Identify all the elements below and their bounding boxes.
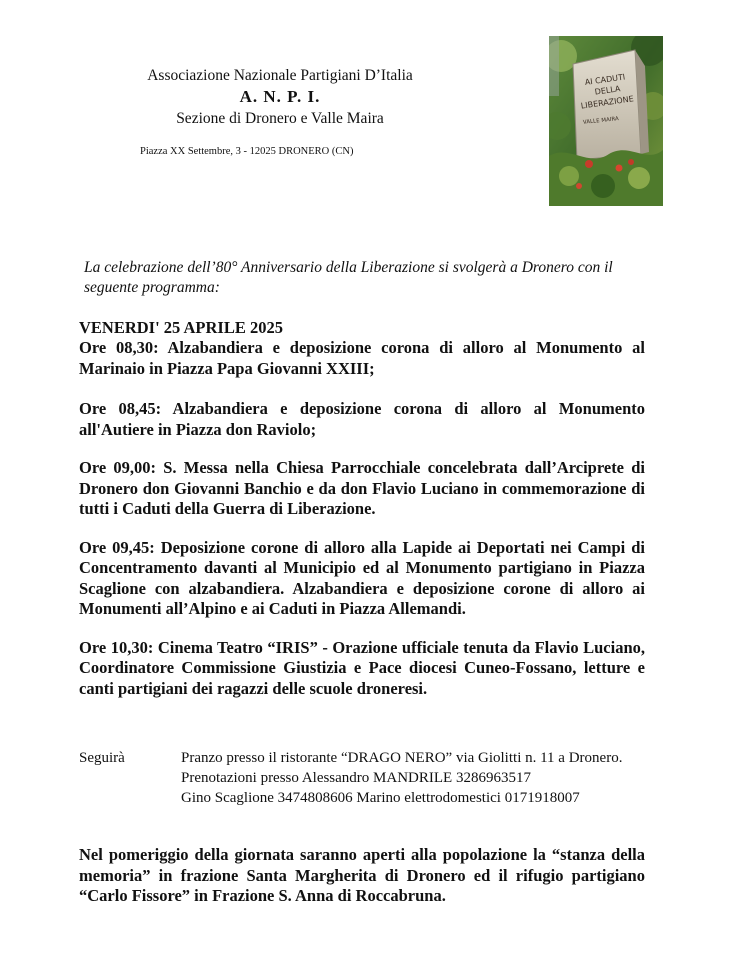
letterhead xyxy=(100,66,460,130)
lunch-contacts: Gino Scaglione 3474808606 Marino elettrodomestici 0171918007 xyxy=(181,790,580,806)
program-item: Ore 10,30: Cinema Teatro “IRIS” - Orazione ufficiale tenuta da Flavio Luciano, Coordinatore Commissione Giustizia e Pace diocesi Cuneo-Fossano, letture e canti partigiani dei ragazzi delle scuole droneresi. xyxy=(79,637,645,698)
memorial-photo xyxy=(549,36,663,206)
closing-text: Nel pomeriggio della giornata saranno aperti alla popolazione la “stanza della memoria” in frazione Santa Margherita di Dronero ed il rifugio partigiano “Carlo Fissore” in Frazione S. Anna di Roccabruna. xyxy=(79,845,645,905)
program-item: Ore 08,30: Alzabandiera e deposizione corona di alloro al Monumento al Marinaio in Piazza Papa Giovanni XXIII; xyxy=(79,338,645,378)
org-acronym: A. N. P. I. xyxy=(239,87,321,106)
program-date: VENERDI' 25 APRILE 2025 xyxy=(79,318,283,337)
memorial-monument-image xyxy=(549,36,663,206)
plaque-text-line1: AI CADUTI xyxy=(584,72,626,88)
org-name: Associazione Nazionale Partigiani D’Italia xyxy=(147,67,413,84)
lunch-label: Seguirà xyxy=(79,750,125,766)
plaque-text-line4: VALLE MAIRA xyxy=(582,116,620,126)
program-item: Ore 09,45: Deposizione corone di alloro alla Lapide ai Deportati nei Campi di Concentramento davanti al Municipio ed al Monumento partigiano in Piazza Scaglione con alzabandiera. Alzabandiera e deposizione corone di alloro ai Monumenti all’Alpino e ai Caduti in Piazza Allemandi. xyxy=(79,537,645,618)
org-section: Sezione di Dronero e Valle Maira xyxy=(176,110,384,127)
program xyxy=(79,318,645,717)
plaque-text-line2: DELLA xyxy=(594,84,621,97)
org-address: Piazza XX Settembre, 3 - 12025 DRONERO (CN) xyxy=(140,146,354,157)
program-item: Ore 09,00: S. Messa nella Chiesa Parrocchiale concelebrata dall’Arciprete di Dronero don Giovanni Banchio e da don Flavio Luciano in commemorazione di tutti i Caduti della Guerra di Liberazione. xyxy=(79,458,645,518)
intro-text: La celebrazione dell’80° Anniversario della Liberazione si svolgerà a Dronero con il seguente programma: xyxy=(84,259,613,296)
plaque-text-line3: LIBERAZIONE xyxy=(580,94,635,111)
program-item: Ore 08,45: Alzabandiera e deposizione corona di alloro al Monumento all'Autiere in Piazza don Raviolo; xyxy=(79,399,645,439)
lunch-booking: Prenotazioni presso Alessandro MANDRILE 3286963517 xyxy=(181,770,531,786)
lunch-restaurant: Pranzo presso il ristorante “DRAGO NERO” via Giolitti n. 11 a Dronero. xyxy=(181,750,623,766)
lunch-details xyxy=(181,748,629,808)
